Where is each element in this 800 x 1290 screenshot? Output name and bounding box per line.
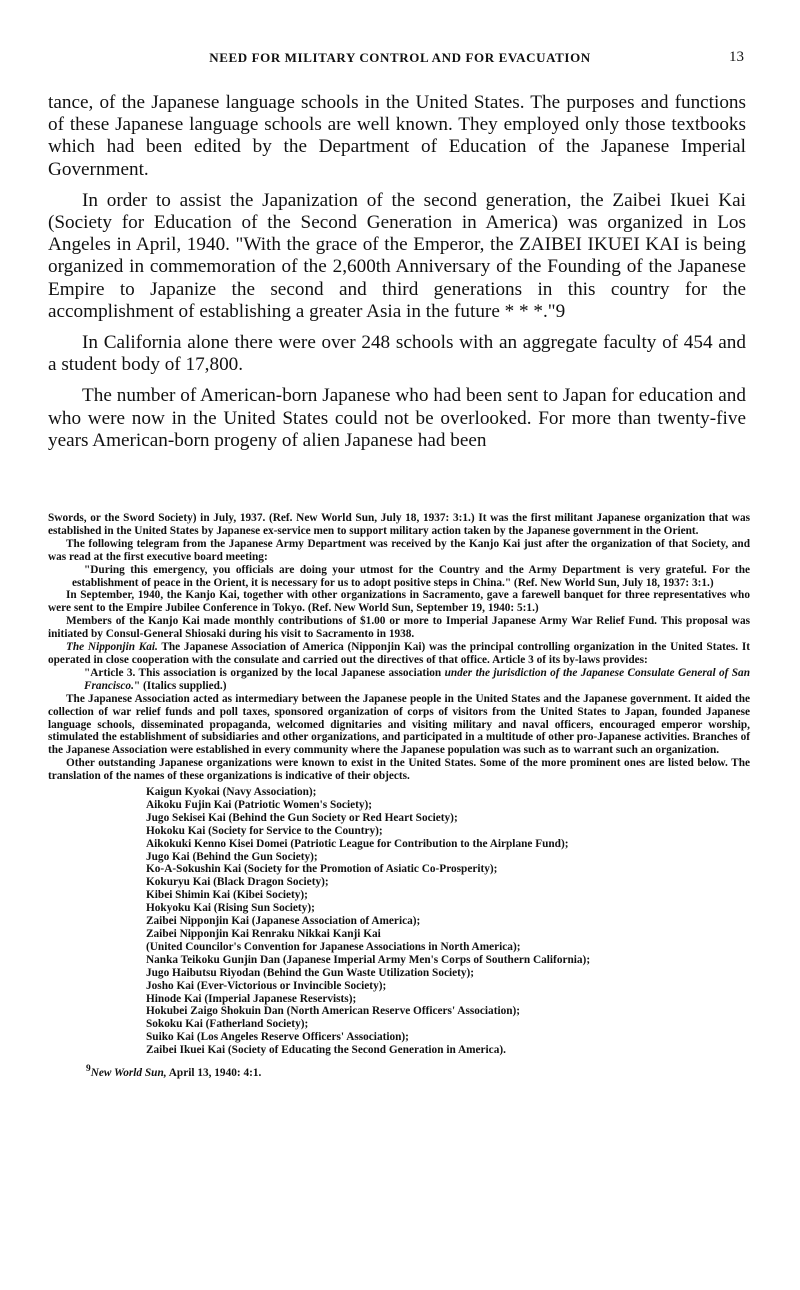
list-item: Suiko Kai (Los Angeles Reserve Officers' Association); bbox=[146, 1031, 409, 1044]
article-3-note: " (Italics supplied.) bbox=[133, 679, 227, 692]
list-item: Kokuryu Kai (Black Dragon Society); bbox=[146, 876, 329, 889]
footnote-article-3 bbox=[48, 667, 750, 693]
list-item: Josho Kai (Ever-Victorious or Invincible Society); bbox=[146, 979, 387, 992]
footnote-telegram-quote: "During this emergency, you officials are doing your utmost for the Country and the Army Department is very grateful. For the establishment of peace in the Orient, it is necessary for us to adopt positive steps in China." (Ref. New World Sun, July 18, 1937: 3:1.) bbox=[72, 563, 750, 589]
main-text bbox=[48, 92, 746, 461]
list-item: Hokyoku Kai (Rising Sun Society); bbox=[146, 902, 315, 915]
list-item: Nanka Teikoku Gunjin Dan (Japanese Imperial Army Men's Corps of Southern California); bbox=[146, 953, 591, 966]
paragraph-3: In California alone there were over 248 schools with an aggregate faculty of 454 and a student body of 17,800. bbox=[48, 332, 746, 376]
footnote-sword-society: Swords, or the Sword Society) in July, 1937. (Ref. New World Sun, July 18, 1937: 3:1.) It was the first militant Japanese organization that was established in the United States by Japanese ex-service men to support military action taken by the Japanese government in the Orient. bbox=[48, 512, 750, 537]
footnote-kanjo-banquet: In September, 1940, the Kanjo Kai, together with other organizations in Sacramento, gave a farewell banquet for three representatives who were sent to the Empire Jubilee Conference in Tokyo. (Ref. New World Sun, September 19, 1940: 5:1.) bbox=[48, 589, 750, 615]
footnote-9-source bbox=[48, 1063, 750, 1080]
list-item: Sokoku Kai (Fatherland Society); bbox=[146, 1018, 309, 1031]
list-item: (United Councilor's Convention for Japanese Associations in North America); bbox=[146, 940, 521, 953]
footnote-other-organizations: Other outstanding Japanese organizations were known to exist in the United States. Some of the more prominent ones are listed below. The translation of the names of these organizations is indicative of their objects. bbox=[48, 757, 750, 783]
article-3-text: "Article 3. This association is organized by the local Japanese association bbox=[84, 666, 445, 679]
paragraph-1: tance, of the Japanese language schools in the United States. The purposes and functions of these Japanese language schools are well known. They employed only those textbooks which had been edited by the Department of Education of the Japanese Imperial Government. bbox=[48, 92, 746, 180]
nipponjin-kai-heading: The Nipponjin Kai. bbox=[66, 641, 158, 654]
footnotes bbox=[48, 512, 750, 1080]
running-head: NEED FOR MILITARY CONTROL AND FOR EVACUATION bbox=[209, 50, 591, 65]
list-item: Aikokuki Kenno Kisei Domei (Patriotic League for Contribution to the Airplane Fund); bbox=[146, 837, 569, 850]
source-publication: New World Sun, bbox=[90, 1066, 167, 1079]
list-item: Zaibei Nipponjin Kai (Japanese Association of America); bbox=[146, 915, 421, 928]
footnote-kanjo-contributions: Members of the Kanjo Kai made monthly contributions of $1.00 or more to Imperial Japanese Army War Relief Fund. This proposal was initiated by Consul-General Shiosaki during his visit to Sacramento in 1938. bbox=[48, 615, 750, 641]
footnote-marker: 9 bbox=[86, 1064, 91, 1075]
list-item: Jugo Haibutsu Riyodan (Behind the Gun Waste Utilization Society); bbox=[146, 966, 475, 979]
list-item: Hinode Kai (Imperial Japanese Reservists); bbox=[146, 992, 357, 1005]
page-header bbox=[48, 50, 752, 70]
list-item: Ko-A-Sokushin Kai (Society for the Promotion of Asiatic Co-Prosperity); bbox=[146, 863, 498, 876]
footnote-nipponjin-kai bbox=[48, 641, 750, 667]
source-date: April 13, 1940: 4:1. bbox=[166, 1066, 262, 1079]
paragraph-4: The number of American-born Japanese who had been sent to Japan for education and who were now in the United States could not be overlooked. For more than twenty-five years American-born progeny of alien Japanese had been bbox=[48, 385, 746, 451]
footnote-telegram-intro: The following telegram from the Japanese Army Department was received by the Kanjo Kai just after the organization of that Society, and was read at the first executive board meeting: bbox=[48, 537, 750, 563]
list-item: Aikoku Fujin Kai (Patriotic Women's Society); bbox=[146, 798, 373, 811]
organization-list bbox=[48, 786, 750, 1057]
article-3-italic: under the jurisdiction of the Japanese Consulate General of San Francisco. bbox=[84, 666, 750, 692]
paragraph-2: In order to assist the Japanization of the second generation, the Zaibei Ikuei Kai (Society for Education of the Second Generation in America) was organized in Los Angeles in April, 1940. "With the grace of the Emperor, the ZAIBEI IKUEI KAI is being organized in commemoration of the 2,600th Anniversary of the Founding of the Japanese Empire to Japanize the second and third generations in this country for the accomplishment of establishing a greater Asia in the future * * *."9 bbox=[48, 189, 746, 322]
list-item: Zaibei Ikuei Kai (Society of Educating the Second Generation in America). bbox=[146, 1044, 506, 1057]
page-number: 13 bbox=[729, 49, 744, 65]
list-item: Kibei Shimin Kai (Kibei Society); bbox=[146, 889, 308, 902]
list-item: Hokoku Kai (Society for Service to the Country); bbox=[146, 824, 383, 837]
nipponjin-kai-text: The Japanese Association of America (Nipponjin Kai) was the principal controlling organization in the United States. It operated in close cooperation with the consulate and carried out the directives of that office. Article 3 of its by-laws provides: bbox=[48, 641, 750, 666]
list-item: Zaibei Nipponjin Kai Renraku Nikkai Kanji Kai bbox=[146, 928, 381, 940]
list-item: Kaigun Kyokai (Navy Association); bbox=[146, 786, 317, 799]
list-item: Jugo Kai (Behind the Gun Society); bbox=[146, 850, 318, 863]
list-item: Jugo Sekisei Kai (Behind the Gun Society or Red Heart Society); bbox=[146, 811, 458, 824]
list-item: Hokubei Zaigo Shokuin Dan (North American Reserve Officers' Association); bbox=[146, 1005, 521, 1018]
footnote-association-activities: The Japanese Association acted as intermediary between the Japanese people in the United States and the Japanese government. It aided the collection of war relief funds and poll taxes, sponsored organization of corps of visitors from the United States to Japan, founded Japanese language schools, disseminated propaganda, welcomed dignitaries and visiting military and naval officers, encouraged emperor worship, stimulated the establishment of subsidiaries and other organizations, and participated in a multitude of other pro-Japanese activities. Branches of the Japanese Association were established in every community where the Japanese population was such as to warrant such an organization. bbox=[48, 692, 750, 757]
